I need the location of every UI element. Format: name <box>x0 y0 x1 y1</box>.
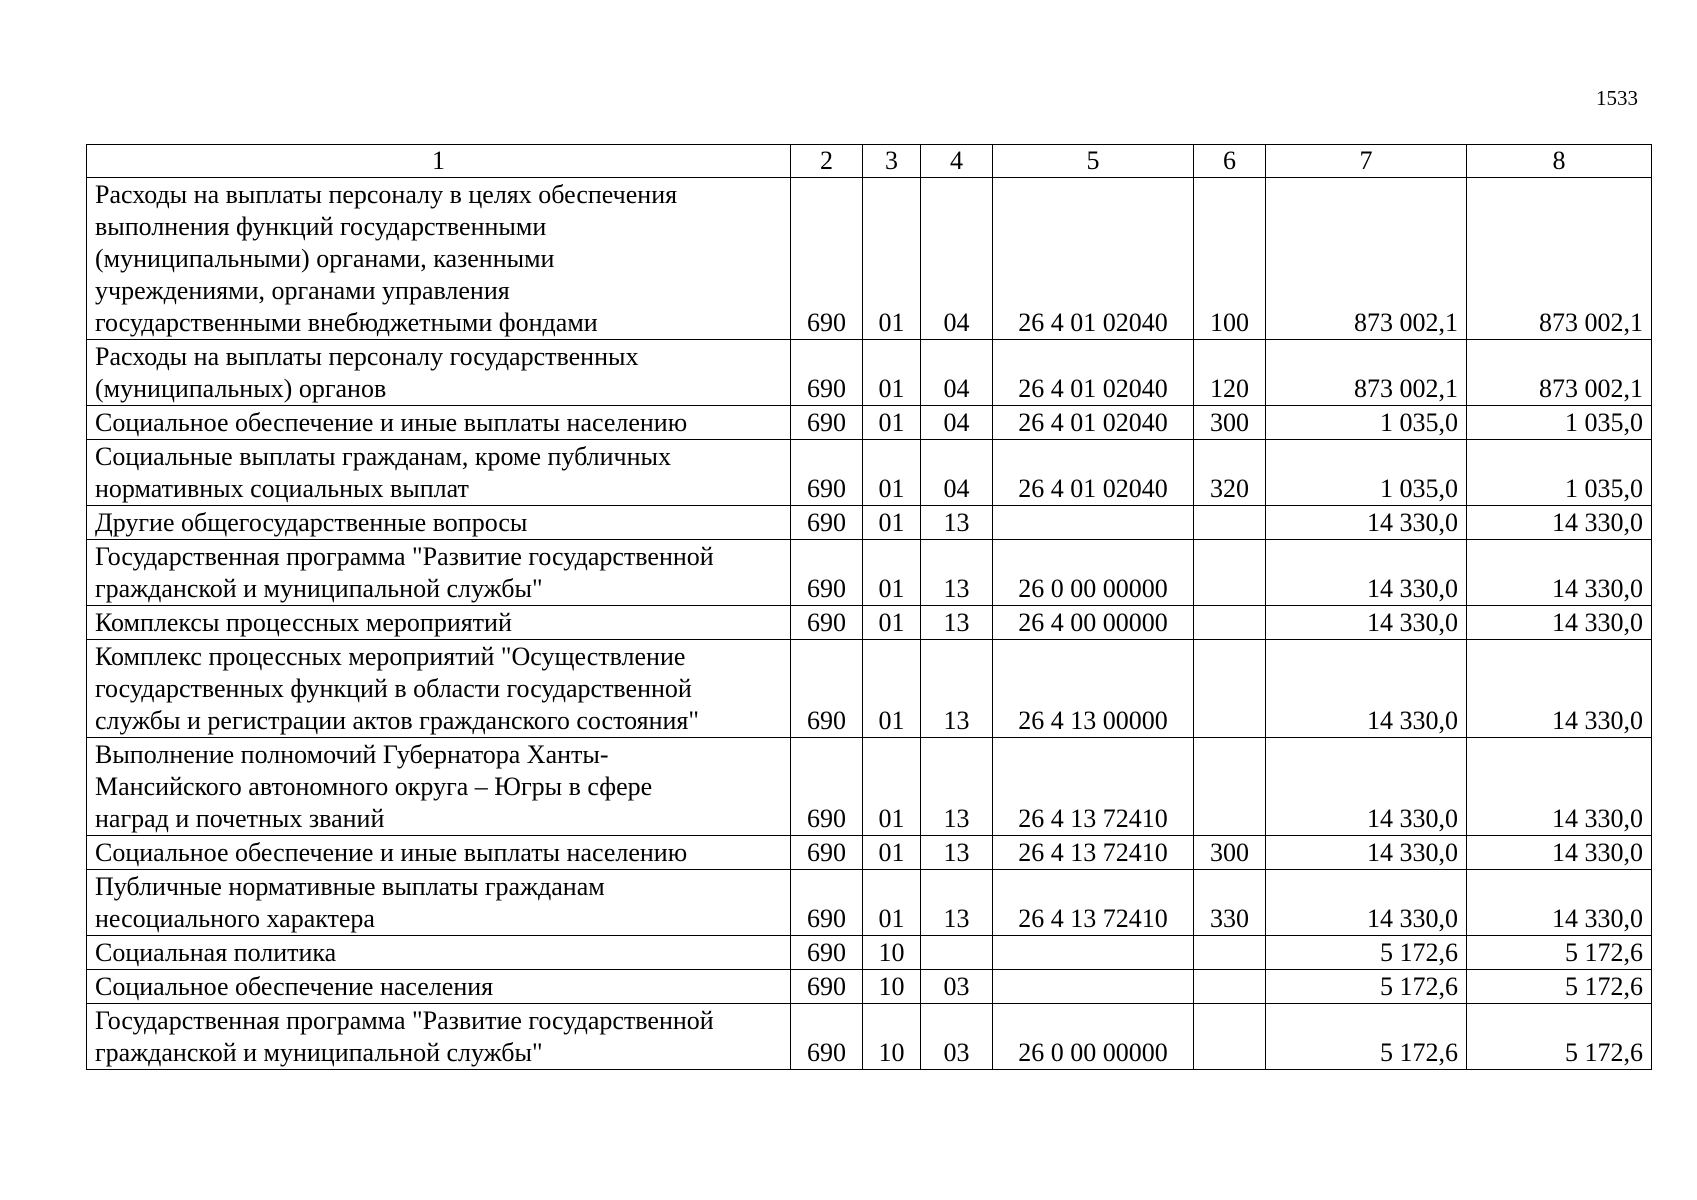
cell-section-code: 01 <box>863 836 921 870</box>
cell-amount-col8: 14 330,0 <box>1467 836 1652 870</box>
cell-item-name <box>87 540 791 606</box>
cell-target-article: 26 4 01 02040 <box>993 406 1194 440</box>
cell-chapter-code: 690 <box>791 540 863 606</box>
item-name-line: гражданской и муниципальной службы" <box>95 1038 543 1067</box>
cell-subsection-code: 04 <box>921 440 993 506</box>
item-name-line: гражданской и муниципальной службы" <box>95 574 543 603</box>
table-row <box>87 738 1652 836</box>
cell-item-name <box>87 640 791 738</box>
cell-chapter-code: 690 <box>791 738 863 836</box>
cell-chapter-code: 690 <box>791 870 863 936</box>
header-cell: 6 <box>1194 145 1266 178</box>
cell-item-name <box>87 870 791 936</box>
cell-section-code: 01 <box>863 540 921 606</box>
cell-target-article: 26 4 00 00000 <box>993 606 1194 640</box>
cell-section-code: 01 <box>863 506 921 540</box>
item-name-line: выполнения функций государственными <box>95 212 547 241</box>
header-cell: 2 <box>791 145 863 178</box>
cell-amount-col7: 873 002,1 <box>1266 340 1467 406</box>
cell-target-article: 26 4 13 00000 <box>993 640 1194 738</box>
table-row <box>87 970 1652 1004</box>
cell-item-name <box>87 506 791 540</box>
item-name-line: службы и регистрации актов гражданского состояния" <box>95 706 699 735</box>
cell-chapter-code: 690 <box>791 406 863 440</box>
cell-expense-type <box>1194 970 1266 1004</box>
cell-amount-col8: 1 035,0 <box>1467 406 1652 440</box>
cell-item-name <box>87 1004 791 1070</box>
cell-item-name <box>87 178 791 340</box>
cell-section-code: 01 <box>863 738 921 836</box>
table-row <box>87 936 1652 970</box>
item-name-line: учреждениями, органами управления <box>95 276 510 305</box>
cell-amount-col8: 5 172,6 <box>1467 1004 1652 1070</box>
cell-target-article: 26 4 01 02040 <box>993 440 1194 506</box>
cell-amount-col7: 14 330,0 <box>1266 506 1467 540</box>
cell-amount-col8: 14 330,0 <box>1467 738 1652 836</box>
cell-section-code: 01 <box>863 640 921 738</box>
cell-subsection-code: 13 <box>921 836 993 870</box>
item-name-line: наград и почетных званий <box>95 804 385 833</box>
cell-expense-type <box>1194 936 1266 970</box>
cell-section-code: 01 <box>863 178 921 340</box>
cell-amount-col7: 14 330,0 <box>1266 606 1467 640</box>
cell-expense-type: 300 <box>1194 836 1266 870</box>
table-row <box>87 870 1652 936</box>
header-cell: 5 <box>993 145 1194 178</box>
cell-target-article: 26 0 00 00000 <box>993 540 1194 606</box>
table-row <box>87 1004 1652 1070</box>
cell-item-name <box>87 970 791 1004</box>
cell-chapter-code: 690 <box>791 936 863 970</box>
cell-expense-type: 300 <box>1194 406 1266 440</box>
page-number: 1533 <box>1596 86 1638 110</box>
cell-amount-col8: 873 002,1 <box>1467 340 1652 406</box>
cell-target-article: 26 4 13 72410 <box>993 870 1194 936</box>
cell-chapter-code: 690 <box>791 1004 863 1070</box>
cell-amount-col7: 5 172,6 <box>1266 936 1467 970</box>
cell-section-code: 01 <box>863 406 921 440</box>
cell-amount-col8: 14 330,0 <box>1467 870 1652 936</box>
header-cell: 3 <box>863 145 921 178</box>
table-row <box>87 606 1652 640</box>
cell-expense-type: 120 <box>1194 340 1266 406</box>
cell-chapter-code: 690 <box>791 606 863 640</box>
cell-subsection-code: 13 <box>921 870 993 936</box>
item-name-line: Комплекс процессных мероприятий "Осуществление <box>95 642 686 671</box>
cell-amount-col7: 14 330,0 <box>1266 540 1467 606</box>
cell-subsection-code: 03 <box>921 1004 993 1070</box>
cell-subsection-code: 13 <box>921 506 993 540</box>
cell-amount-col8: 14 330,0 <box>1467 506 1652 540</box>
cell-target-article: 26 0 00 00000 <box>993 1004 1194 1070</box>
cell-amount-col8: 873 002,1 <box>1467 178 1652 340</box>
cell-section-code: 01 <box>863 340 921 406</box>
cell-item-name <box>87 936 791 970</box>
cell-target-article: 26 4 01 02040 <box>993 178 1194 340</box>
item-name-line: Государственная программа "Развитие государственной <box>95 542 714 571</box>
cell-amount-col8: 14 330,0 <box>1467 540 1652 606</box>
cell-section-code: 10 <box>863 936 921 970</box>
cell-amount-col7: 14 330,0 <box>1266 836 1467 870</box>
cell-chapter-code: 690 <box>791 970 863 1004</box>
cell-item-name <box>87 606 791 640</box>
cell-subsection-code: 03 <box>921 970 993 1004</box>
cell-amount-col8: 1 035,0 <box>1467 440 1652 506</box>
item-name-line: Социальная политика <box>95 938 337 967</box>
table-row <box>87 540 1652 606</box>
cell-amount-col7: 873 002,1 <box>1266 178 1467 340</box>
cell-expense-type <box>1194 506 1266 540</box>
cell-section-code: 01 <box>863 870 921 936</box>
cell-target-article: 26 4 13 72410 <box>993 738 1194 836</box>
item-name-line: Социальное обеспечение и иные выплаты населению <box>95 408 688 437</box>
header-cell: 7 <box>1266 145 1467 178</box>
cell-amount-col7: 14 330,0 <box>1266 640 1467 738</box>
cell-chapter-code: 690 <box>791 506 863 540</box>
cell-target-article <box>993 506 1194 540</box>
cell-item-name <box>87 738 791 836</box>
cell-chapter-code: 690 <box>791 340 863 406</box>
cell-subsection-code: 13 <box>921 540 993 606</box>
cell-amount-col7: 5 172,6 <box>1266 1004 1467 1070</box>
budget-table <box>86 144 1652 1070</box>
header-cell: 1 <box>87 145 791 178</box>
item-name-line: (муниципальных) органов <box>95 374 387 403</box>
item-name-line: Социальные выплаты гражданам, кроме публичных <box>95 442 671 471</box>
table-row <box>87 178 1652 340</box>
cell-subsection-code: 13 <box>921 640 993 738</box>
item-name-line: Социальное обеспечение населения <box>95 972 494 1001</box>
table-body <box>87 178 1652 1070</box>
header-cell: 8 <box>1467 145 1652 178</box>
cell-expense-type <box>1194 738 1266 836</box>
item-name-line: государственными внебюджетными фондами <box>95 308 598 337</box>
item-name-line: Государственная программа "Развитие государственной <box>95 1006 714 1035</box>
cell-expense-type <box>1194 1004 1266 1070</box>
cell-expense-type <box>1194 640 1266 738</box>
item-name-line: государственных функций в области государственной <box>95 674 692 703</box>
cell-subsection-code: 04 <box>921 178 993 340</box>
cell-amount-col7: 14 330,0 <box>1266 870 1467 936</box>
header-cell: 4 <box>921 145 993 178</box>
item-name-line: Выполнение полномочий Губернатора Ханты- <box>95 740 609 769</box>
cell-subsection-code: 04 <box>921 406 993 440</box>
table-row <box>87 406 1652 440</box>
cell-subsection-code: 13 <box>921 738 993 836</box>
cell-amount-col7: 1 035,0 <box>1266 440 1467 506</box>
item-name-line: Другие общегосударственные вопросы <box>95 508 528 537</box>
table-row <box>87 340 1652 406</box>
cell-chapter-code: 690 <box>791 440 863 506</box>
cell-target-article <box>993 970 1194 1004</box>
cell-chapter-code: 690 <box>791 178 863 340</box>
cell-expense-type: 100 <box>1194 178 1266 340</box>
table-row <box>87 506 1652 540</box>
item-name-line: Социальное обеспечение и иные выплаты населению <box>95 838 688 867</box>
cell-subsection-code: 13 <box>921 606 993 640</box>
item-name-line: (муниципальными) органами, казенными <box>95 244 555 273</box>
cell-subsection-code <box>921 936 993 970</box>
item-name-line: несоциального характера <box>95 904 375 933</box>
cell-item-name <box>87 440 791 506</box>
cell-amount-col7: 14 330,0 <box>1266 738 1467 836</box>
table-row <box>87 440 1652 506</box>
table-row <box>87 836 1652 870</box>
cell-expense-type: 320 <box>1194 440 1266 506</box>
item-name-line: Публичные нормативные выплаты гражданам <box>95 872 605 901</box>
item-name-line: Расходы на выплаты персоналу в целях обеспечения <box>95 180 678 209</box>
cell-chapter-code: 690 <box>791 640 863 738</box>
header-row <box>87 145 1652 178</box>
cell-item-name <box>87 340 791 406</box>
cell-section-code: 01 <box>863 606 921 640</box>
cell-chapter-code: 690 <box>791 836 863 870</box>
cell-expense-type: 330 <box>1194 870 1266 936</box>
cell-amount-col7: 1 035,0 <box>1266 406 1467 440</box>
item-name-line: нормативных социальных выплат <box>95 474 469 503</box>
cell-item-name <box>87 406 791 440</box>
cell-section-code: 01 <box>863 440 921 506</box>
item-name-line: Мансийского автономного округа – Югры в сфере <box>95 772 653 801</box>
item-name-line: Комплексы процессных мероприятий <box>95 608 512 637</box>
table-row <box>87 640 1652 738</box>
cell-target-article: 26 4 01 02040 <box>993 340 1194 406</box>
cell-amount-col8: 5 172,6 <box>1467 970 1652 1004</box>
cell-target-article: 26 4 13 72410 <box>993 836 1194 870</box>
cell-amount-col8: 14 330,0 <box>1467 640 1652 738</box>
cell-item-name <box>87 836 791 870</box>
cell-section-code: 10 <box>863 1004 921 1070</box>
cell-subsection-code: 04 <box>921 340 993 406</box>
cell-amount-col8: 5 172,6 <box>1467 936 1652 970</box>
cell-target-article <box>993 936 1194 970</box>
cell-expense-type <box>1194 606 1266 640</box>
cell-section-code: 10 <box>863 970 921 1004</box>
item-name-line: Расходы на выплаты персоналу государственных <box>95 342 639 371</box>
cell-amount-col7: 5 172,6 <box>1266 970 1467 1004</box>
cell-amount-col8: 14 330,0 <box>1467 606 1652 640</box>
cell-expense-type <box>1194 540 1266 606</box>
